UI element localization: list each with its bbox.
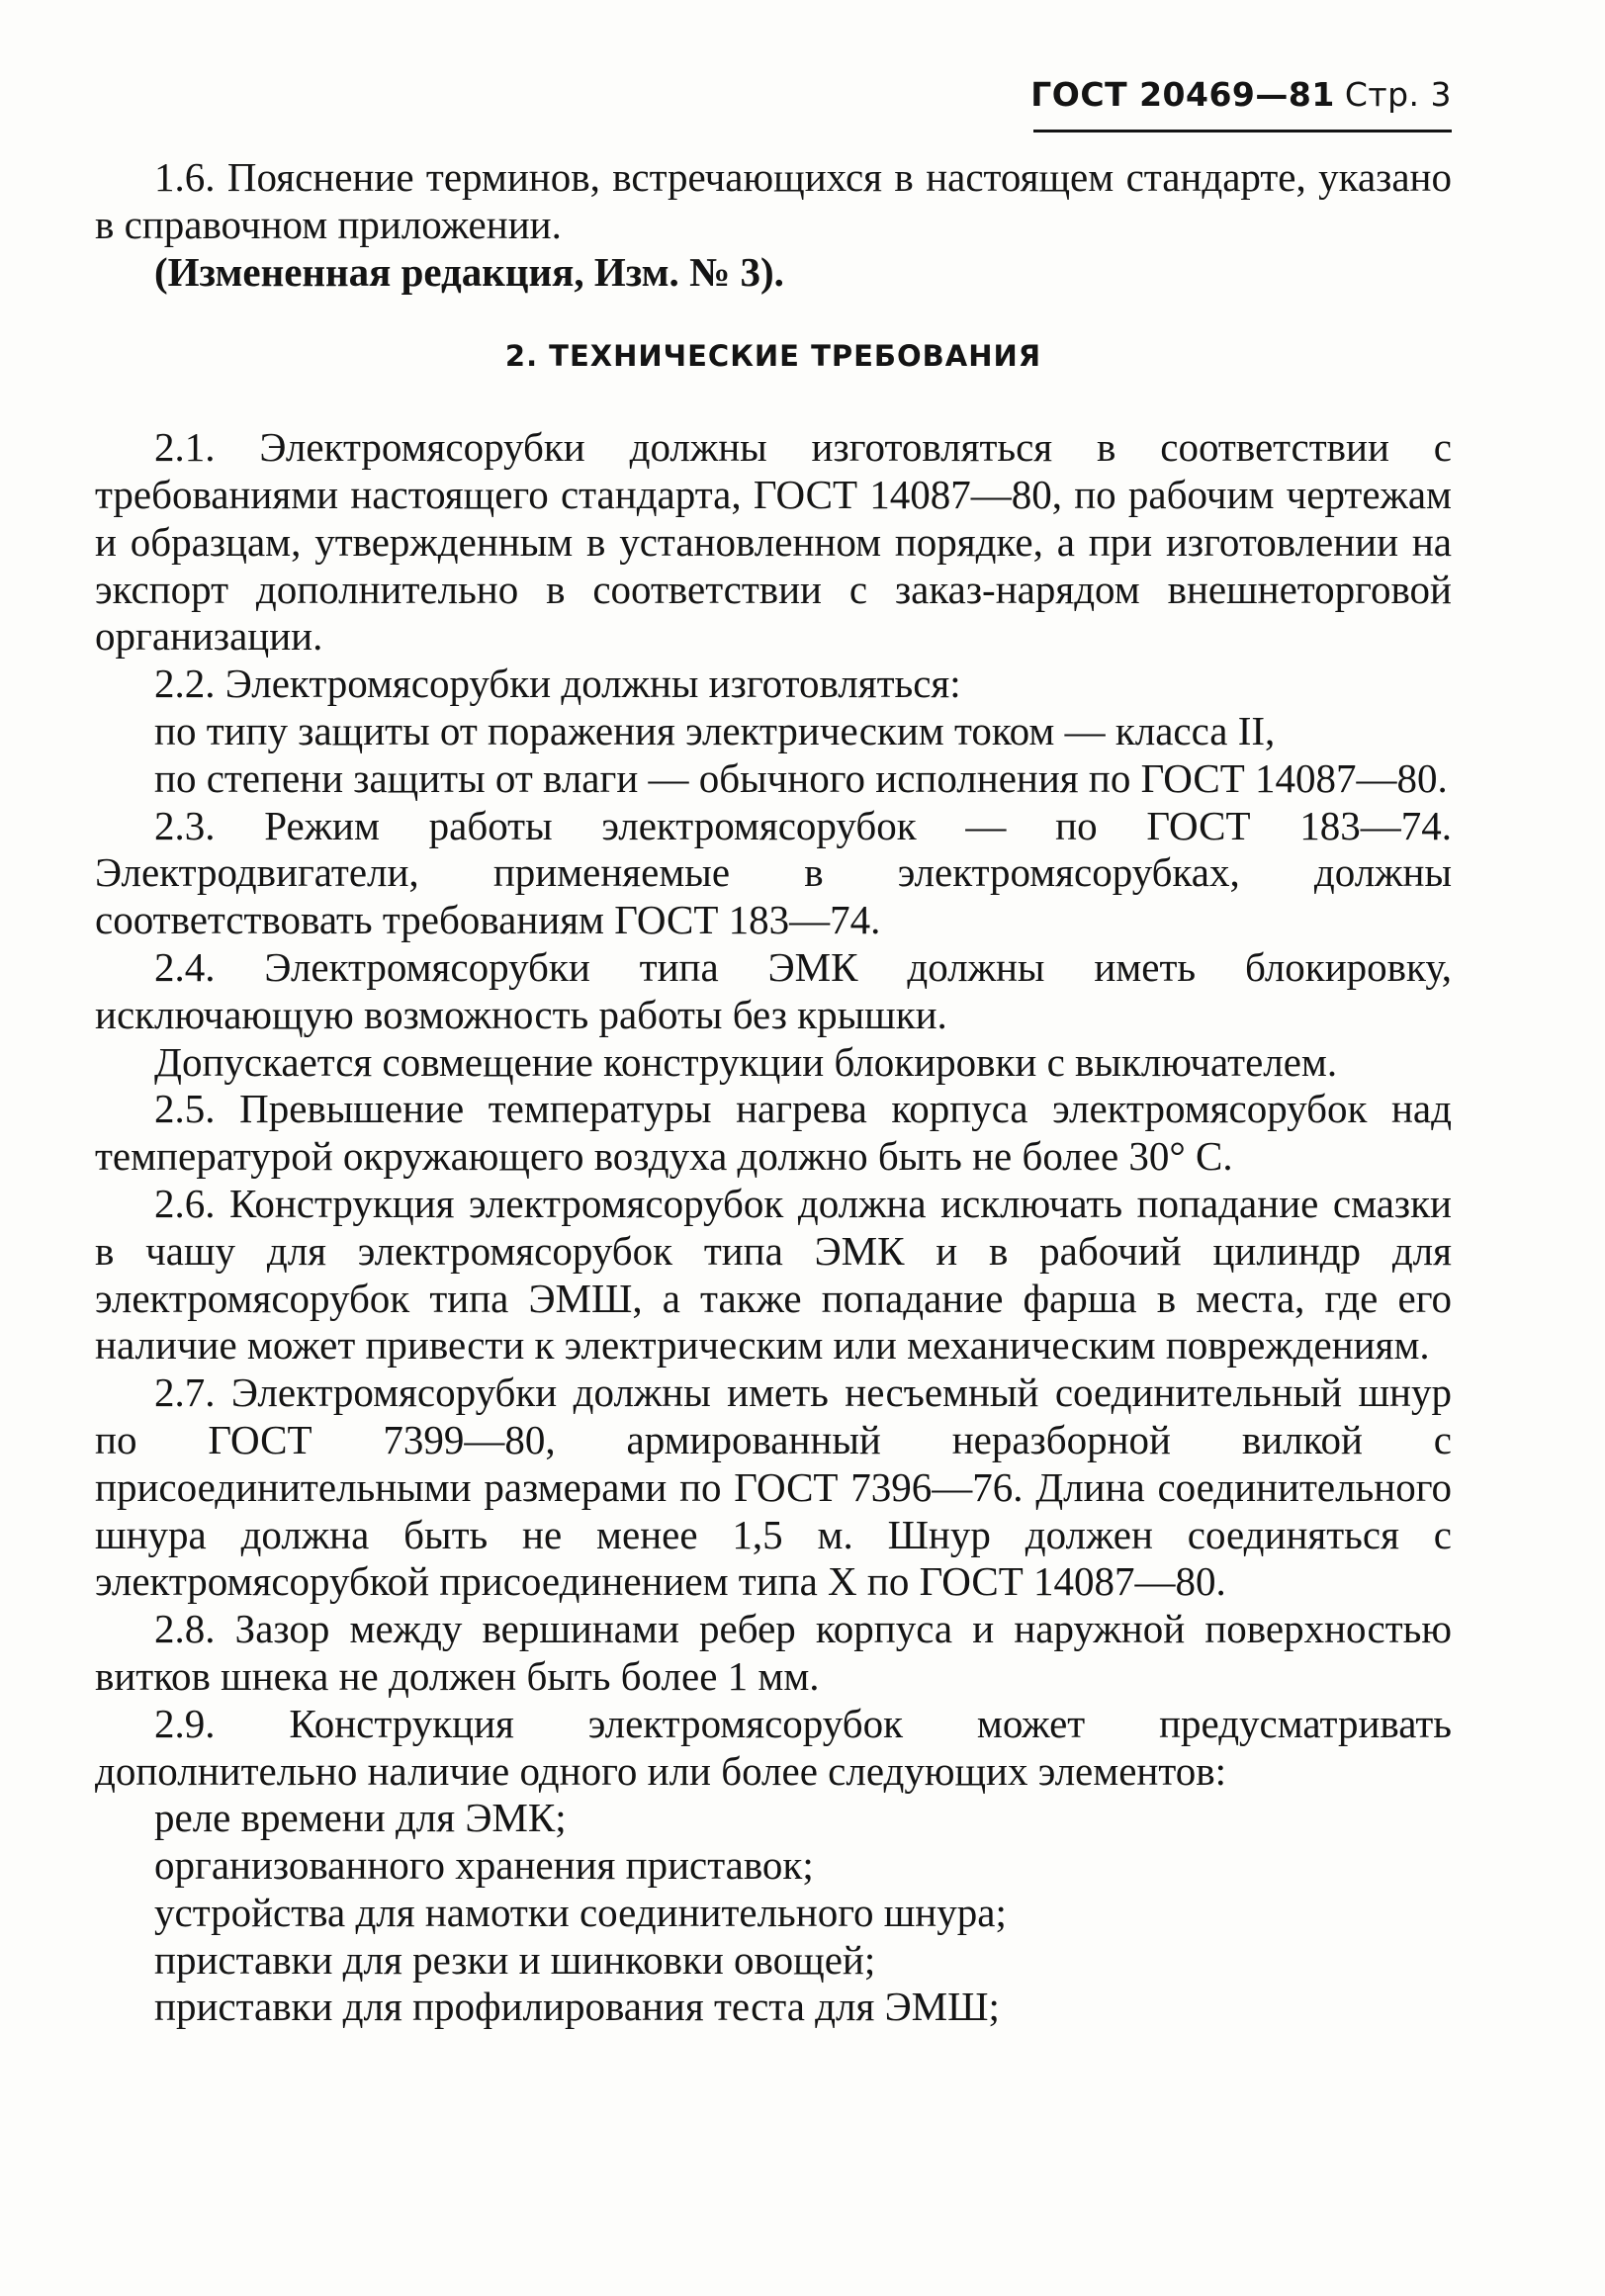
amendment-note: (Измененная редакция, Изм. № 3). <box>154 248 784 295</box>
paragraph-2-1: 2.1. Электромясорубки должны изготовляться в соответствии с требованиями настоящего стандарта, ГОСТ 14087—80, по рабочим чертежам и образцам, утвержденным в установленном порядке, а при изготовлении на экспорт дополнительно в соответствии с заказ-нарядом внешнеторговой организации. <box>95 424 1452 660</box>
section-title: 2. ТЕХНИЧЕСКИЕ ТРЕБОВАНИЯ <box>504 339 1042 374</box>
list-item: приставки для профилирования теста для ЭМШ; <box>154 1984 1000 2030</box>
paragraph-2-2-item: по типу защиты от поражения электрическим током — класса II, <box>154 707 1276 753</box>
paragraph-1-6: 1.6. Пояснение терминов, встречающихся в настоящем стандарте, указано в справочном приложении. <box>95 154 1452 247</box>
document-body <box>95 154 1452 2031</box>
standard-number: ГОСТ 20469—81 <box>1030 75 1335 114</box>
paragraph-2-6: 2.6. Конструкция электромясорубок должна исключать попадание смазки в чашу для электромясорубок типа ЭМК и в рабочий цилиндр для электромясорубок типа ЭМШ, а также попадание фарша в места, где его наличие может привести к электрическим или механическим повреждениям. <box>95 1180 1452 1369</box>
page-header <box>1030 75 1452 114</box>
paragraph-2-2-item: по степени защиты от влаги — обычного исполнения по ГОСТ 14087—80. <box>154 754 1448 801</box>
list-item: организованного хранения приставок; <box>154 1842 814 1889</box>
header-rule <box>1033 130 1452 132</box>
page-number: Стр. 3 <box>1344 75 1452 114</box>
paragraph-2-9: 2.9. Конструкция электромясорубок может предусматривать дополнительно наличие одного или более следующих элементов: <box>95 1700 1452 1794</box>
list-item: приставки для резки и шинковки овощей; <box>154 1936 876 1983</box>
paragraph-2-4: 2.4. Электромясорубки типа ЭМК должны иметь блокировку, исключающую возможность работы без крышки. <box>95 943 1452 1037</box>
paragraph-2-3: 2.3. Режим работы электромясорубок — по ГОСТ 183—74. Электродвигатели, применяемые в электромясорубках, должны соответствовать требованиям ГОСТ 183—74. <box>95 802 1452 943</box>
paragraph-2-2: 2.2. Электромясорубки должны изготовляться: <box>154 661 961 707</box>
paragraph-2-4-note: Допускается совмещение конструкции блокировки с выключателем. <box>154 1038 1338 1085</box>
paragraph-2-8: 2.8. Зазор между вершинами ребер корпуса и наружной поверхностью витков шнека не должен быть более 1 мм. <box>95 1606 1452 1699</box>
paragraph-2-7: 2.7. Электромясорубки должны иметь несъемный соединительный шнур по ГОСТ 7399—80, армированный неразборной вилкой с присоединительными размерами по ГОСТ 7396—76. Длина соединительного шнура должна быть не менее 1,5 м. Шнур должен соединяться с электромясорубкой присоединением типа X по ГОСТ 14087—80. <box>95 1369 1452 1605</box>
list-item: реле времени для ЭМК; <box>154 1795 567 1841</box>
list-item: устройства для намотки соединительного шнура; <box>154 1889 1007 1935</box>
paragraph-2-5: 2.5. Превышение температуры нагрева корпуса электромясорубок над температурой окружающего воздуха должно быть не более 30° С. <box>95 1086 1452 1180</box>
